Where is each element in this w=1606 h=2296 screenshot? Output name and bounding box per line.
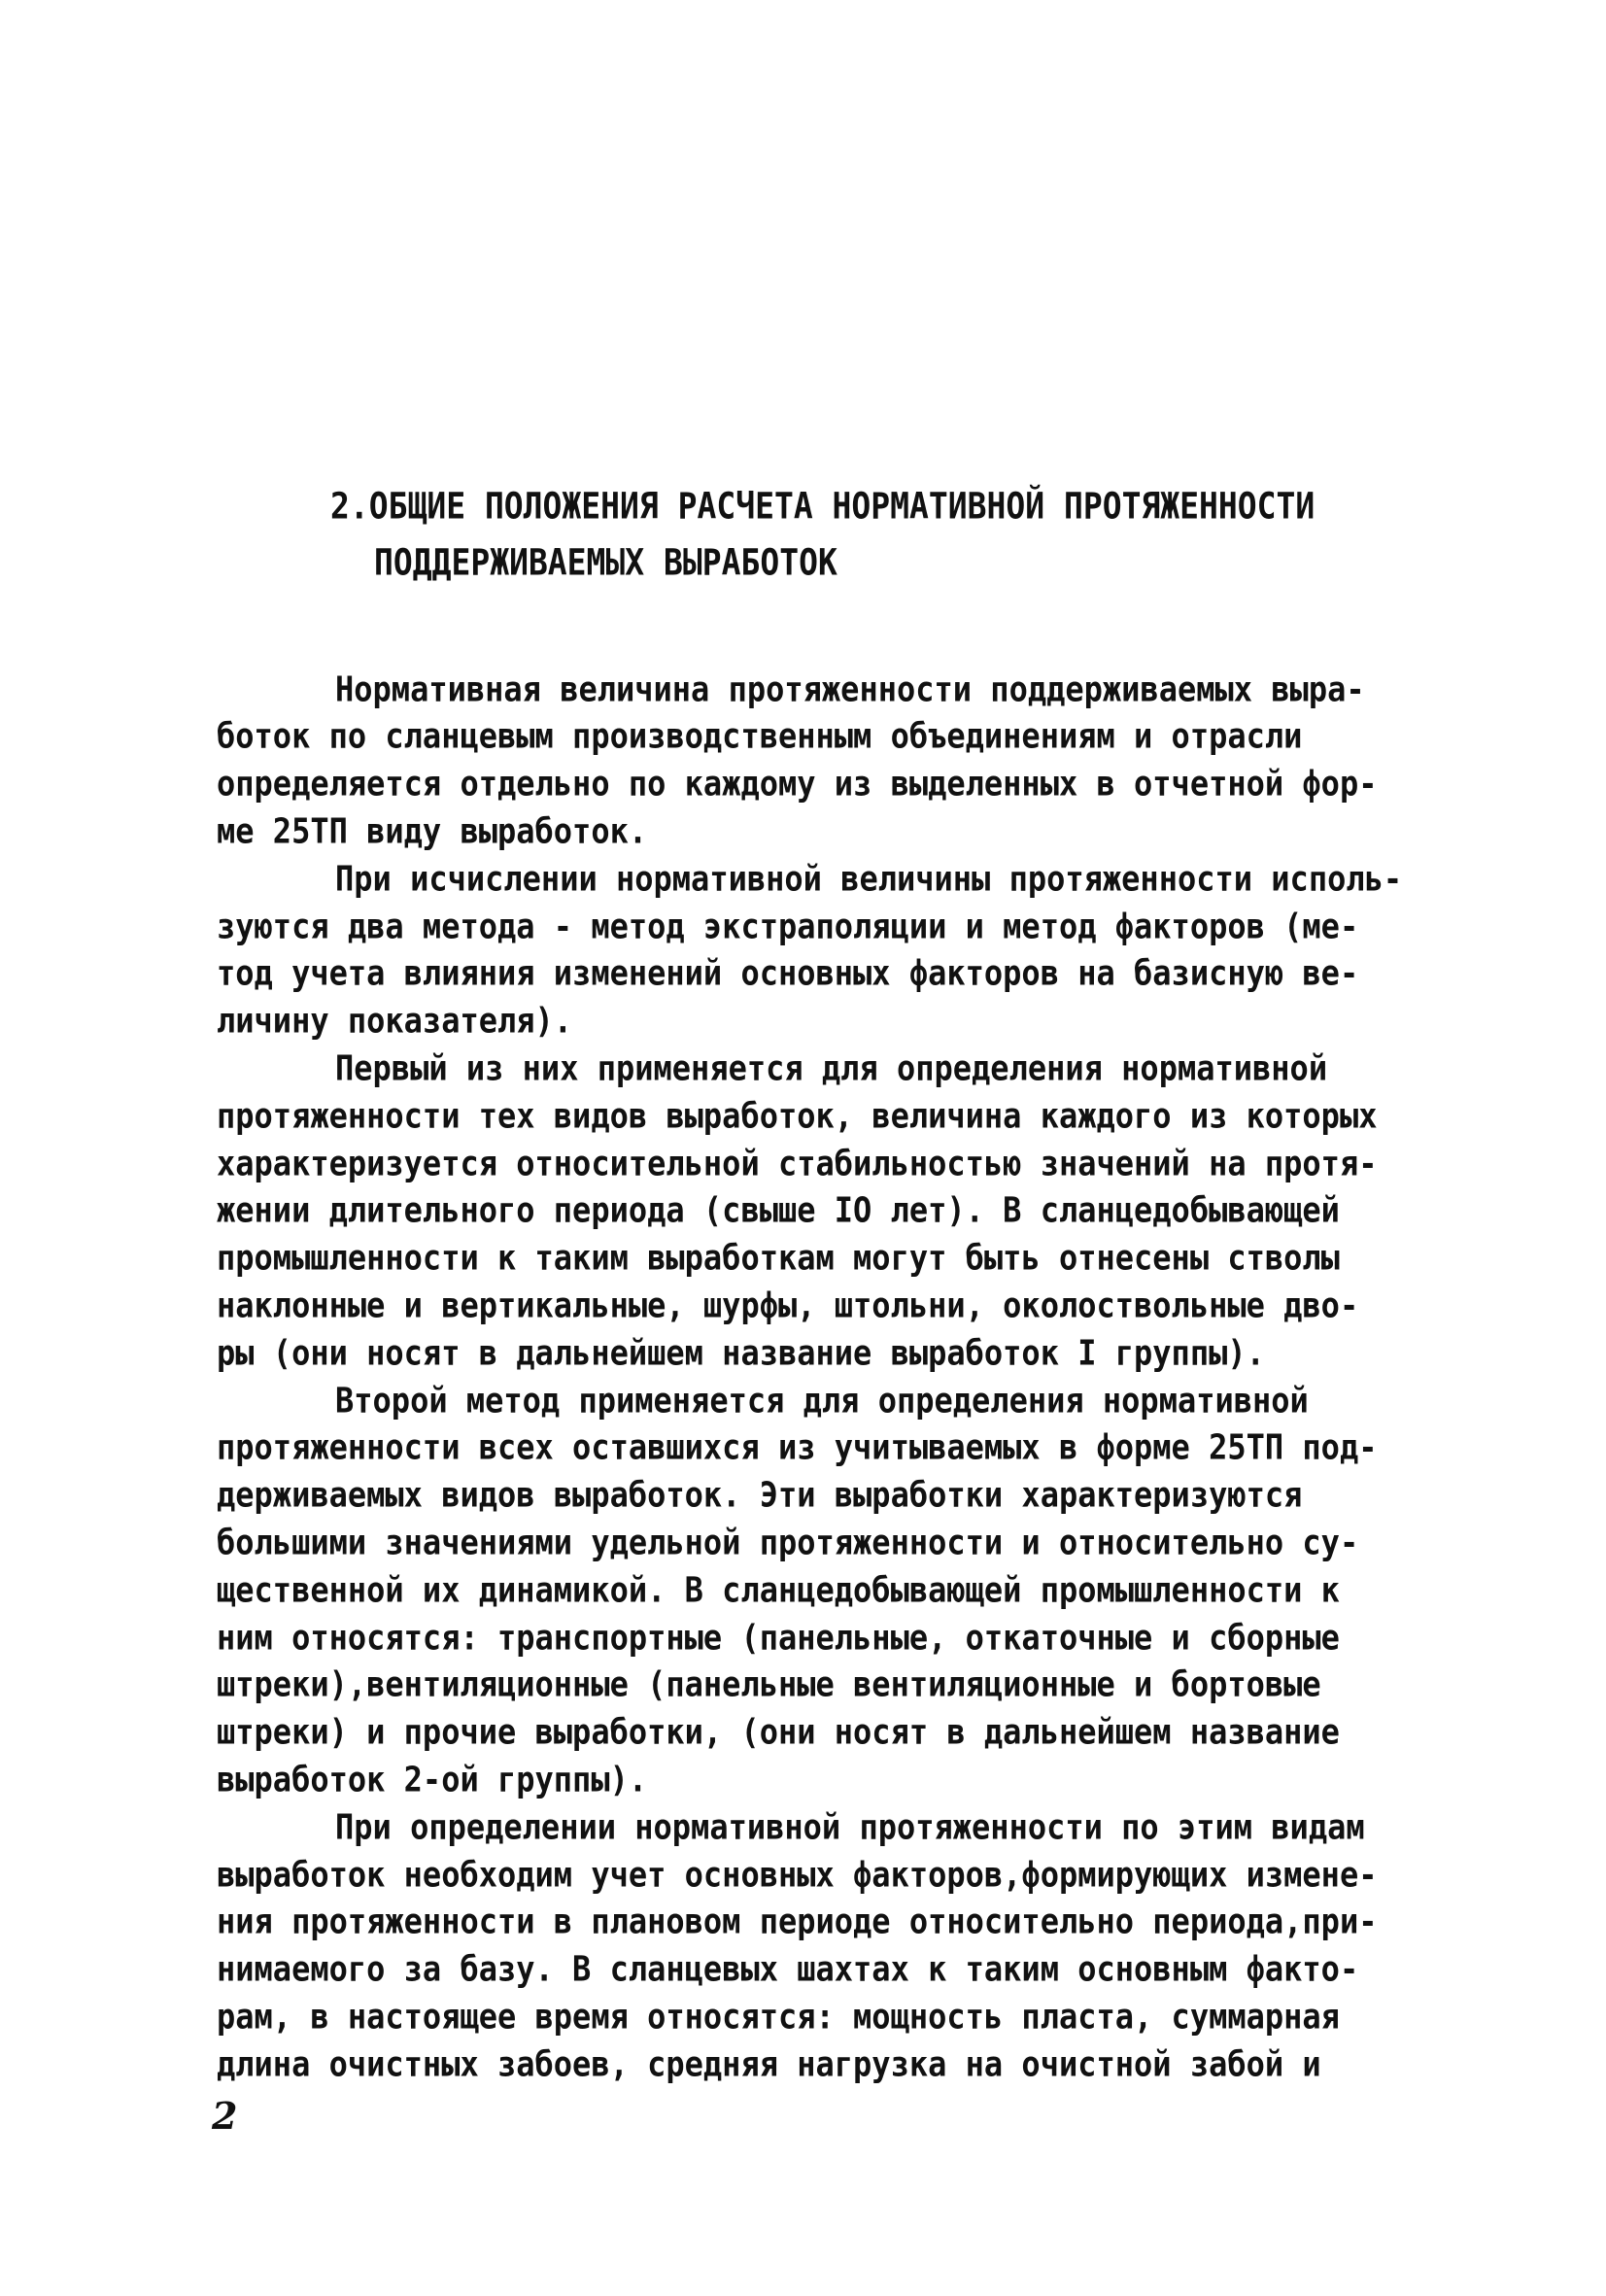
body-line: ры (они носят в дальнейшем название выработок I группы). <box>217 1331 1265 1374</box>
body-line: зуются два метода - метод экстраполяции и метод факторов (ме- <box>217 905 1359 947</box>
body-line: Нормативная величина протяженности поддерживаемых выра- <box>335 668 1365 710</box>
body-line: Первый из них применяется для определения нормативной <box>335 1046 1328 1089</box>
body-line: промышленности к таким выработкам могут быть отнесены стволы <box>217 1236 1340 1279</box>
body-line: длина очистных забоев, средняя нагрузка на очистной забой и <box>217 2042 1321 2085</box>
page-number: 2 <box>212 2094 238 2138</box>
body-line: При исчислении нормативной величины протяженности исполь- <box>335 857 1403 900</box>
body-line: боток по сланцевым производственным объединениям и отрасли <box>217 714 1303 757</box>
body-line: определяется отдельно по каждому из выделенных в отчетной фор- <box>217 762 1378 805</box>
body-line: протяженности всех оставшихся из учитываемых в форме 25ТП под- <box>217 1425 1378 1468</box>
body-line: личину показателя). <box>217 999 573 1042</box>
body-line: жении длительного периода (свыше IO лет). В сланцедобывающей <box>217 1188 1340 1231</box>
body-line: штреки) и прочие выработки, (они носят в дальнейшем название <box>217 1710 1340 1753</box>
body-line: нимаемого за базу. В сланцевых шахтах к таким основным факто- <box>217 1947 1359 1990</box>
body-line: наклонные и вертикальные, шурфы, штольни, околоствольные дво- <box>217 1284 1359 1326</box>
body-line: держиваемых видов выработок. Эти выработки характеризуются <box>217 1473 1303 1516</box>
heading-line-1: 2.ОБЩИЕ ПОЛОЖЕНИЯ РАСЧЕТА НОРМАТИВНОЙ ПРОТЯЖЕННОСТИ <box>330 484 1316 528</box>
section-heading <box>330 478 1399 591</box>
body-line: протяженности тех видов выработок, величина каждого из которых <box>217 1094 1378 1137</box>
body-line: При определении нормативной протяженности по этим видам <box>335 1805 1365 1848</box>
body-line: выработок необходим учет основных факторов,формирующих измене- <box>217 1853 1378 1896</box>
body-line: тод учета влияния изменений основных факторов на базисную ве- <box>217 951 1359 994</box>
body-line: характеризуется относительной стабильностью значений на протя- <box>217 1142 1378 1184</box>
body-line: щественной их динамикой. В сланцедобывающей промышленности к <box>217 1568 1340 1611</box>
body-line: Второй метод применяется для определения нормативной <box>335 1379 1309 1422</box>
body-line: ме 25ТП виду выработок. <box>217 809 648 852</box>
body-line: выработок 2-ой группы). <box>217 1758 648 1800</box>
body-line: рам, в настоящее время относятся: мощность пласта, суммарная <box>217 1995 1340 2038</box>
body-line: ния протяженности в плановом периоде относительно периода,при- <box>217 1900 1378 1942</box>
body-line: штреки),вентиляционные (панельные вентиляционные и бортовые <box>217 1662 1321 1705</box>
heading-line-2: ПОДДЕРЖИВАЕМЫХ ВЫРАБОТОК <box>374 540 837 584</box>
body-line: большими значениями удельной протяженности и относительно су- <box>217 1521 1359 1563</box>
body-line: ним относятся: транспортные (панельные, откаточные и сборные <box>217 1616 1340 1659</box>
